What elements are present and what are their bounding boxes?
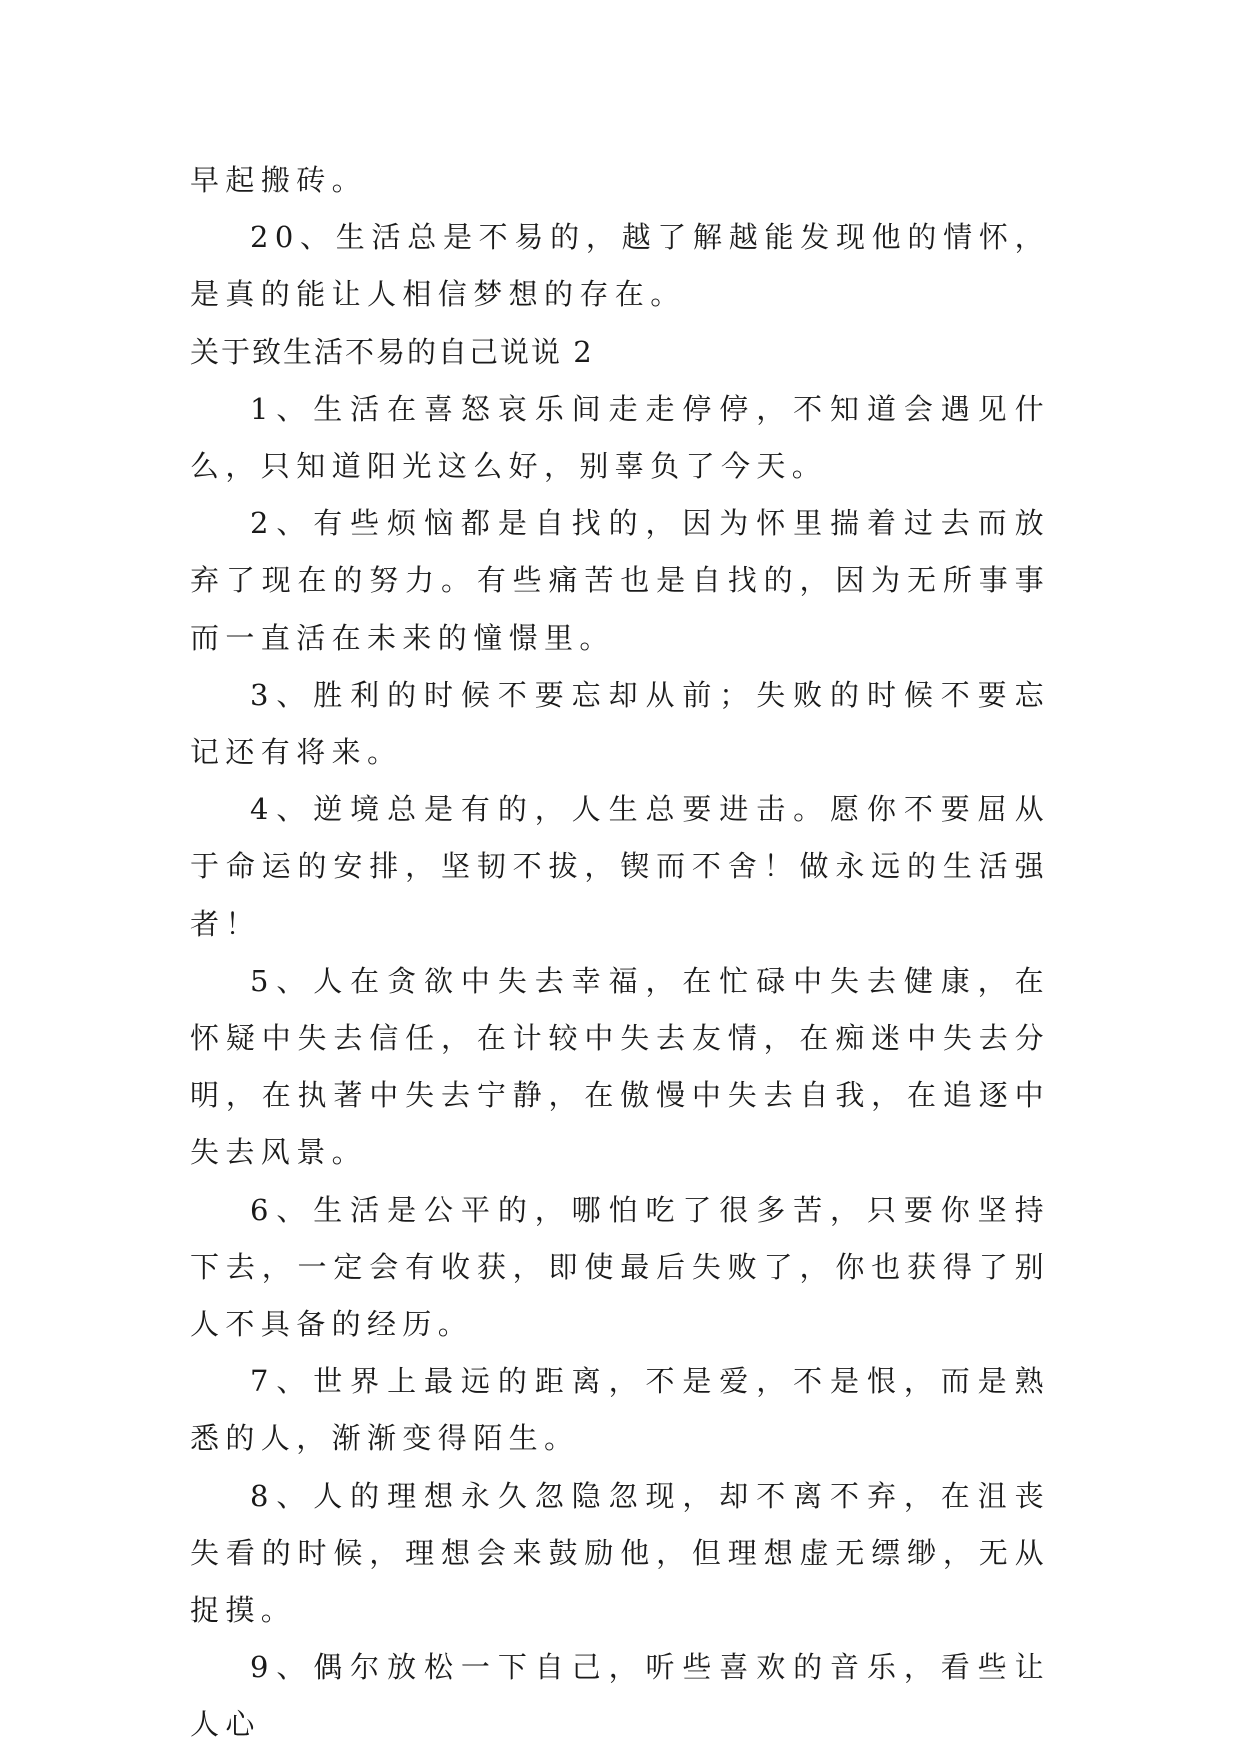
paragraph-item-5: 5、人在贪欲中失去幸福，在忙碌中失去健康，在怀疑中失去信任，在计较中失去友情，在痴迷中失去分明，在执著中失去宁静，在傲慢中失去自我，在追逐中失去风景。	[190, 963, 1050, 1170]
paragraph-item-9: 9、偶尔放松一下自己，听些喜欢的音乐，看些让人心	[190, 1650, 1050, 1742]
paragraph-item-2: 2、有些烦恼都是自找的，因为怀里揣着过去而放弃了现在的努力。有些痛苦也是自找的，因为无所事事而一直活在未来的憧憬里。	[190, 506, 1050, 655]
paragraph-continued: 早起搬砖。	[190, 163, 368, 197]
paragraph-item-6: 6、生活是公平的，哪怕吃了很多苦，只要你坚持下去，一定会有收获，即使最后失败了，你也获得了别人不具备的经历。	[190, 1192, 1050, 1342]
paragraph-item-8: 8、人的理想永久忽隐忽现，却不离不弃，在沮丧失看的时候，理想会来鼓励他，但理想虚无缥缈，无从捉摸。	[190, 1478, 1050, 1628]
paragraph-item-20: 20、生活总是不易的，越了解越能发现他的情怀，是真的能让人相信梦想的存在。	[190, 220, 1050, 312]
paragraph-item-4: 4、逆境总是有的，人生总要进击。愿你不要屈从于命运的安排，坚韧不拔，锲而不舍！做永远的生活强者！	[190, 792, 1050, 941]
paragraph-item-1: 1、生活在喜怒哀乐间走走停停，不知道会遇见什么，只知道阳光这么好，别辜负了今天。	[190, 391, 1050, 484]
section-heading: 关于致生活不易的自己说说 2	[190, 334, 594, 369]
paragraph-item-7: 7、世界上最远的距离，不是爱，不是恨，而是熟悉的人，渐渐变得陌生。	[190, 1364, 1050, 1456]
paragraph-item-3: 3、胜利的时候不要忘却从前；失败的时候不要忘记还有将来。	[190, 677, 1050, 770]
document-body	[190, 152, 1050, 1754]
